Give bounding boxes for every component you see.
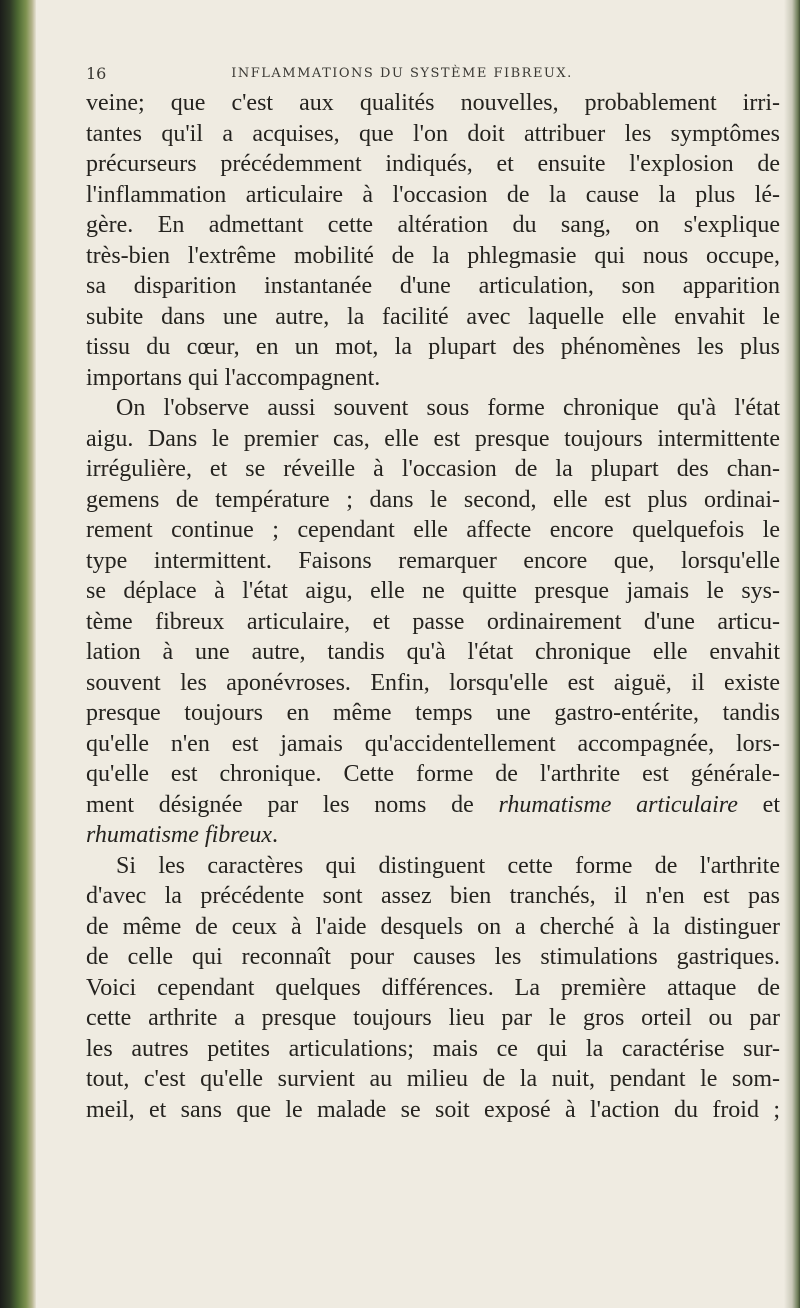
text-line: rhumatisme fibreux. bbox=[86, 822, 278, 848]
page-number: 16 bbox=[86, 64, 107, 83]
italic-term: rhumatisme articulaire bbox=[498, 791, 738, 818]
text-line: tantes qu'il a acquises, que l'on doit attribuer les symptômes bbox=[86, 120, 780, 147]
text-line: souvent les aponévroses. Enfin, lorsqu'elle est aiguë, il existe bbox=[86, 669, 780, 696]
text-line: gère. En admettant cette altération du sang, on s'explique bbox=[86, 212, 780, 238]
text-line: veine; que c'est aux qualités nouvelles, probablement irri- bbox=[86, 90, 780, 116]
paragraph-start-line: On l'observe aussi souvent sous forme chronique qu'à l'état bbox=[116, 395, 780, 421]
text-line: tissu du cœur, en un mot, la plupart des phénomènes les plus bbox=[86, 334, 780, 360]
text-line: irrégulière, et se réveille à l'occasion de la plupart des chan- bbox=[86, 456, 780, 482]
text-line: qu'elle n'en est jamais qu'accidentellement accompagnée, lors- bbox=[86, 730, 780, 757]
italic-term: rhumatisme fibreux bbox=[86, 822, 272, 848]
text-line: ment désignée par les noms de rhumatisme articulaire et bbox=[86, 791, 781, 818]
text-line: gemens de température ; dans le second, elle est plus ordinai- bbox=[86, 486, 780, 513]
text-line: lation à une autre, tandis qu'à l'état chronique elle envahit bbox=[86, 639, 780, 665]
text-line: cette arthrite a presque toujours lieu par le gros orteil ou par bbox=[86, 1005, 780, 1031]
text-line: les autres petites articulations; mais ce qui la caractérise sur- bbox=[86, 1035, 780, 1062]
text-line: de même de ceux à l'aide desquels on a cherché à la distinguer bbox=[86, 913, 780, 940]
running-head bbox=[86, 58, 780, 88]
text-line: meil, et sans que le malade se soit exposé à l'action du froid ; bbox=[86, 1096, 780, 1123]
text-line: l'inflammation articulaire à l'occasion de la cause la plus lé- bbox=[86, 181, 780, 208]
text-line: tème fibreux articulaire, et passe ordinairement d'une articu- bbox=[86, 608, 780, 635]
text-line: sa disparition instantanée d'une articulation, son apparition bbox=[86, 273, 780, 299]
paragraph-start-line: Si les caractères qui distinguent cette forme de l'arthrite bbox=[116, 852, 780, 879]
book-binding-edge bbox=[0, 0, 36, 1308]
text-line: presque toujours en même temps une gastro-entérite, tandis bbox=[86, 700, 780, 726]
book-page bbox=[86, 58, 780, 1125]
page-edge-right bbox=[784, 0, 800, 1308]
text-line: de celle qui reconnaît pour causes les stimulations gastriques. bbox=[86, 944, 780, 970]
text-line: très-bien l'extrême mobilité de la phlegmasie qui nous occupe, bbox=[86, 242, 780, 269]
text-line: subite dans une autre, la facilité avec laquelle elle envahit le bbox=[86, 303, 780, 330]
text-line: se déplace à l'état aigu, elle ne quitte presque jamais le sys- bbox=[86, 578, 780, 604]
text-line: précurseurs précédemment indiqués, et ensuite l'explosion de bbox=[86, 151, 780, 177]
text-line: aigu. Dans le premier cas, elle est presque toujours intermittente bbox=[86, 425, 780, 452]
text-line: rement continue ; cependant elle affecte encore quelquefois le bbox=[86, 517, 780, 543]
text-line: qu'elle est chronique. Cette forme de l'arthrite est générale- bbox=[86, 761, 780, 787]
text-line: d'avec la précédente sont assez bien tranchés, il n'en est pas bbox=[86, 883, 780, 909]
text-line: type intermittent. Faisons remarquer encore que, lorsqu'elle bbox=[86, 547, 780, 574]
text-line: tout, c'est qu'elle survient au milieu de la nuit, pendant le som- bbox=[86, 1066, 780, 1092]
running-title: INFLAMMATIONS DU SYSTÈME FIBREUX. bbox=[231, 66, 573, 81]
text-line: Voici cependant quelques différences. La première attaque de bbox=[86, 974, 780, 1001]
body-text bbox=[86, 88, 780, 1125]
text-line: importans qui l'accompagnent. bbox=[86, 364, 381, 391]
